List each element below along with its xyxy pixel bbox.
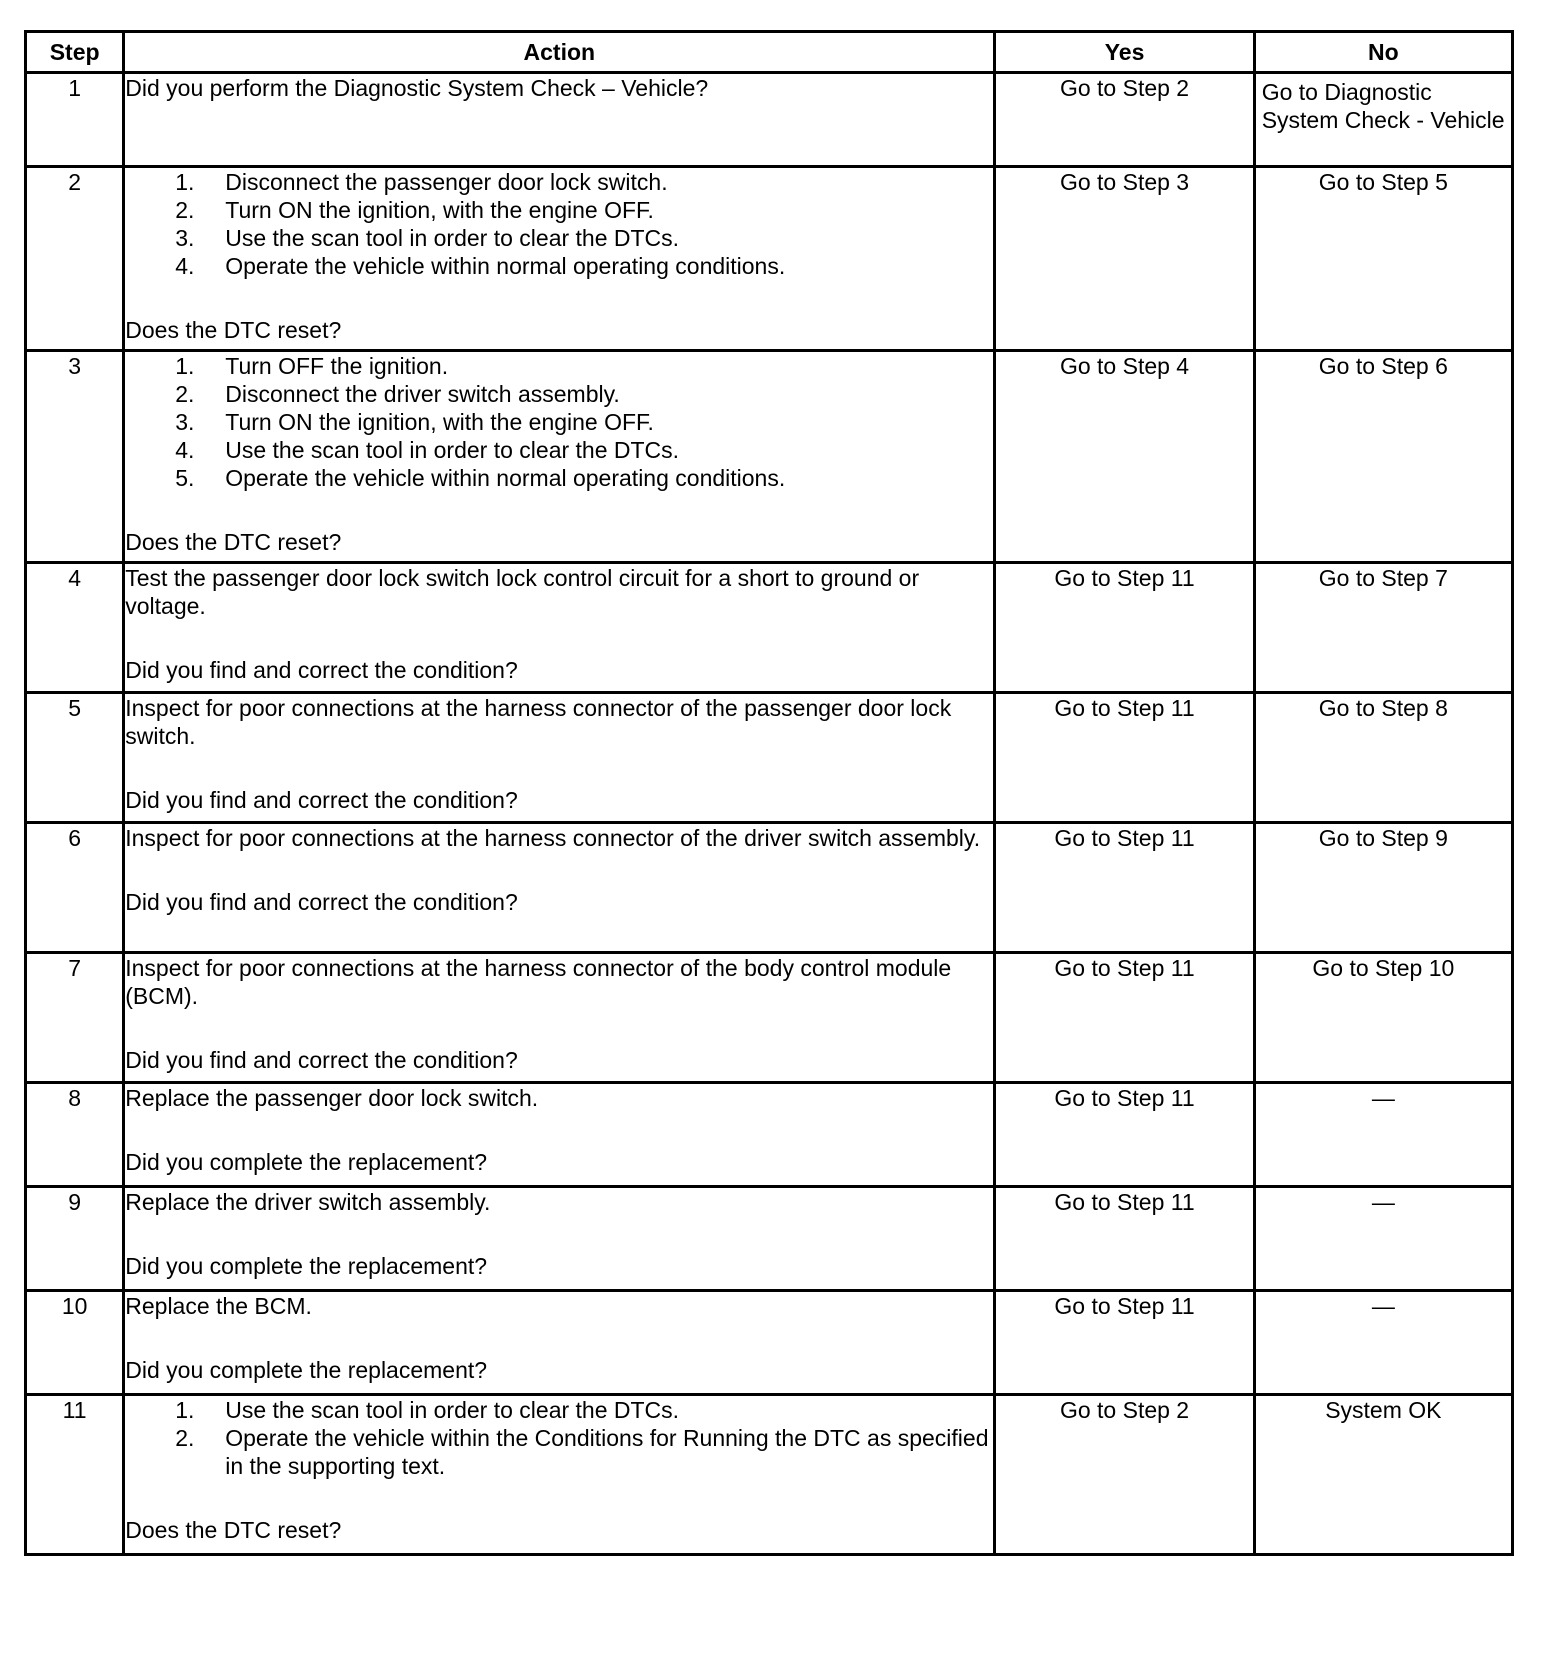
step-number: 5 <box>26 693 124 823</box>
action-text: Inspect for poor connections at the harness connector of the driver switch assembly. <box>125 825 981 851</box>
action-cell <box>124 823 995 953</box>
header-action: Action <box>124 32 995 73</box>
step-number: 10 <box>26 1291 124 1395</box>
list-item: 2. Disconnect the driver switch assembly. <box>175 381 620 407</box>
header-no: No <box>1254 32 1512 73</box>
action-cell <box>124 693 995 823</box>
list-item: 1. Turn OFF the ignition. <box>175 353 449 379</box>
diagnostic-table <box>24 30 1514 1556</box>
no-cell: System OK <box>1254 1395 1512 1555</box>
action-list <box>125 1396 993 1480</box>
yes-cell: Go to Step 11 <box>995 1083 1254 1187</box>
step-number: 7 <box>26 953 124 1083</box>
no-cell: Go to Step 6 <box>1254 351 1512 563</box>
header-step: Step <box>26 32 124 73</box>
list-item: 4. Operate the vehicle within normal operating conditions. <box>175 253 786 279</box>
list-item: 1. Disconnect the passenger door lock switch. <box>175 169 668 195</box>
yes-cell: Go to Step 11 <box>995 1187 1254 1291</box>
action-cell <box>124 351 995 563</box>
yes-cell: Go to Step 3 <box>995 167 1254 351</box>
action-cell <box>124 1291 995 1395</box>
list-item: 2. Turn ON the ignition, with the engine OFF. <box>175 197 654 223</box>
table-row <box>26 1291 1513 1395</box>
table-row <box>26 73 1513 167</box>
yes-cell: Go to Step 11 <box>995 953 1254 1083</box>
no-cell: Go to Step 5 <box>1254 167 1512 351</box>
step-number: 6 <box>26 823 124 953</box>
yes-cell: Go to Step 11 <box>995 563 1254 693</box>
action-text: Replace the passenger door lock switch. <box>125 1085 539 1111</box>
action-text: Did you perform the Diagnostic System Check – Vehicle? <box>125 75 709 101</box>
table-row <box>26 167 1513 351</box>
header-row <box>26 32 1513 73</box>
table-row <box>26 693 1513 823</box>
list-item: 1. Use the scan tool in order to clear the DTCs. <box>175 1397 680 1423</box>
no-cell: Go to Diagnostic System Check - Vehicle <box>1254 73 1512 167</box>
step-number: 1 <box>26 73 124 167</box>
action-question: Did you find and correct the condition? <box>125 657 518 683</box>
action-question: Did you complete the replacement? <box>125 1357 488 1383</box>
action-list <box>125 352 993 492</box>
yes-cell: Go to Step 2 <box>995 73 1254 167</box>
table-row <box>26 823 1513 953</box>
action-cell <box>124 953 995 1083</box>
no-cell: Go to Step 7 <box>1254 563 1512 693</box>
table-row <box>26 1187 1513 1291</box>
action-cell <box>124 1395 995 1555</box>
no-cell: Go to Step 9 <box>1254 823 1512 953</box>
step-number: 4 <box>26 563 124 693</box>
no-cell: Go to Step 8 <box>1254 693 1512 823</box>
action-cell <box>124 563 995 693</box>
table-row <box>26 563 1513 693</box>
action-question: Did you find and correct the condition? <box>125 889 518 915</box>
action-question: Did you find and correct the condition? <box>125 787 518 813</box>
list-item: 3. Use the scan tool in order to clear the DTCs. <box>175 225 680 251</box>
action-cell <box>124 167 995 351</box>
step-number: 9 <box>26 1187 124 1291</box>
step-number: 11 <box>26 1395 124 1555</box>
no-cell: — <box>1254 1187 1512 1291</box>
step-number: 8 <box>26 1083 124 1187</box>
yes-cell: Go to Step 11 <box>995 823 1254 953</box>
list-item: 3. Turn ON the ignition, with the engine OFF. <box>175 409 654 435</box>
action-text: Inspect for poor connections at the harness connector of the passenger door lock switch. <box>125 695 952 749</box>
action-list <box>125 168 993 280</box>
no-cell: — <box>1254 1083 1512 1187</box>
action-question: Did you find and correct the condition? <box>125 1047 518 1073</box>
action-question: Does the DTC reset? <box>125 317 342 343</box>
table-row <box>26 1395 1513 1555</box>
action-question: Did you complete the replacement? <box>125 1149 488 1175</box>
list-item: 4. Use the scan tool in order to clear the DTCs. <box>175 437 680 463</box>
list-item: 2. Operate the vehicle within the Conditions for Running the DTC as specified in the supporting text. <box>175 1425 989 1479</box>
header-yes: Yes <box>995 32 1254 73</box>
yes-cell: Go to Step 4 <box>995 351 1254 563</box>
step-number: 3 <box>26 351 124 563</box>
no-cell: Go to Step 10 <box>1254 953 1512 1083</box>
action-cell <box>124 1187 995 1291</box>
action-cell <box>124 1083 995 1187</box>
table-row <box>26 351 1513 563</box>
yes-cell: Go to Step 2 <box>995 1395 1254 1555</box>
action-text: Replace the driver switch assembly. <box>125 1189 491 1215</box>
action-text: Inspect for poor connections at the harness connector of the body control module (BCM). <box>125 955 952 1009</box>
action-cell <box>124 73 995 167</box>
action-question: Does the DTC reset? <box>125 529 342 555</box>
yes-cell: Go to Step 11 <box>995 693 1254 823</box>
yes-cell: Go to Step 11 <box>995 1291 1254 1395</box>
action-text: Replace the BCM. <box>125 1293 312 1319</box>
table-row <box>26 1083 1513 1187</box>
action-text: Test the passenger door lock switch lock control circuit for a short to ground or voltage. <box>125 565 920 619</box>
step-number: 2 <box>26 167 124 351</box>
action-question: Does the DTC reset? <box>125 1517 342 1543</box>
table-row <box>26 953 1513 1083</box>
list-item: 5. Operate the vehicle within normal operating conditions. <box>175 465 786 491</box>
action-question: Did you complete the replacement? <box>125 1253 488 1279</box>
no-cell: — <box>1254 1291 1512 1395</box>
